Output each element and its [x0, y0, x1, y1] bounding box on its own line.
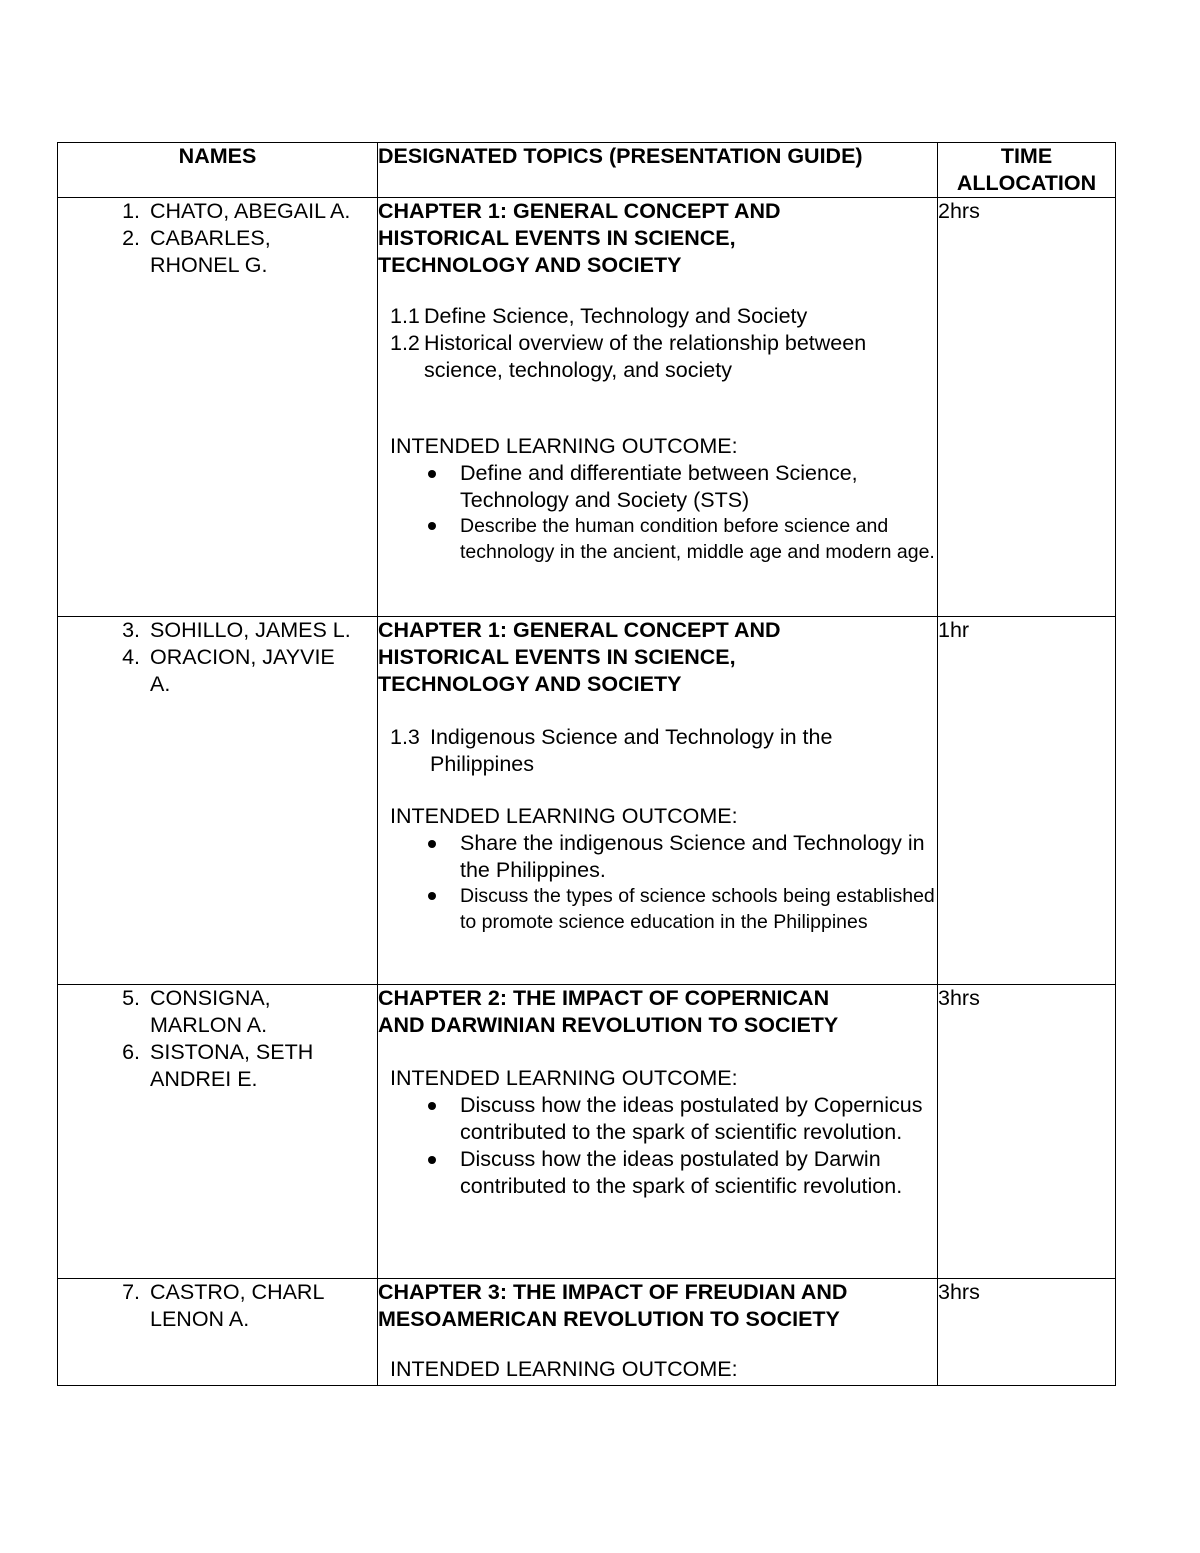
- bullet-icon: [426, 460, 460, 514]
- table-row: [58, 1279, 1116, 1386]
- chapter-title: CHAPTER 3: THE IMPACT OF FREUDIAN AND MESOAMERICAN REVOLUTION TO SOCIETY: [378, 1280, 848, 1331]
- subtopic-list: [378, 303, 937, 384]
- names-cell: [58, 1279, 378, 1386]
- chapter-title: CHAPTER 1: GENERAL CONCEPT AND HISTORICAL EVENTS IN SCIENCE, TECHNOLOGY AND SOCIETY: [378, 618, 781, 696]
- names-list: [58, 985, 377, 1093]
- topic-cell: [378, 617, 938, 985]
- list-item: 4. ORACION, JAYVIE A.: [122, 645, 335, 696]
- bullet-icon: [426, 830, 460, 884]
- bullet-icon: [426, 1092, 460, 1146]
- outcome-item: Discuss the types of science schools being established to promote science education in the Philippines: [426, 884, 937, 935]
- outcome-item: Discuss how the ideas postulated by Darwin contributed to the spark of scientific revolution.: [426, 1146, 937, 1200]
- outcome-item: Discuss how the ideas postulated by Copernicus contributed to the spark of scientific revolution.: [426, 1092, 937, 1146]
- outcome-list: [378, 1092, 937, 1200]
- header-time: [938, 143, 1116, 198]
- bullet-icon: [426, 1146, 460, 1200]
- bullet-icon: [426, 884, 460, 935]
- time-cell: 2hrs: [938, 198, 1116, 617]
- list-item: 3. SOHILLO, JAMES L.: [122, 618, 351, 642]
- header-topics: DESIGNATED TOPICS (PRESENTATION GUIDE): [378, 143, 938, 198]
- ilo-title: INTENDED LEARNING OUTCOME:: [390, 1357, 738, 1381]
- header-names: NAMES: [58, 143, 378, 198]
- ilo-title: INTENDED LEARNING OUTCOME:: [390, 1066, 738, 1090]
- list-item: 6. SISTONA, SETH ANDREI E.: [122, 1040, 314, 1091]
- names-list: [58, 198, 377, 279]
- names-list: [58, 1279, 377, 1333]
- time-cell: 3hrs: [938, 985, 1116, 1279]
- table-row: [58, 617, 1116, 985]
- presentation-guide-table: [57, 142, 1116, 1386]
- subtopic-item: 1.2 Historical overview of the relationship between science, technology, and society: [390, 331, 867, 382]
- bullet-icon: [426, 514, 460, 565]
- subtopic-item: 1.3 Indigenous Science and Technology in the Philippines: [390, 725, 833, 776]
- outcome-list: [378, 460, 937, 565]
- header-time-line1: TIME: [1000, 144, 1053, 168]
- topic-cell: [378, 198, 938, 617]
- table-row: [58, 198, 1116, 617]
- outcome-item: Share the indigenous Science and Technology in the Philippines.: [426, 830, 937, 884]
- subtopic-item: 1.1 Define Science, Technology and Society: [390, 304, 808, 328]
- header-time-line2: ALLOCATION: [956, 171, 1097, 195]
- names-cell: [58, 985, 378, 1279]
- header-row: [58, 143, 1116, 198]
- time-cell: 1hr: [938, 617, 1116, 985]
- subtopic-list: [378, 724, 937, 778]
- time-cell: 3hrs: [938, 1279, 1116, 1386]
- table-row: [58, 985, 1116, 1279]
- names-cell: [58, 617, 378, 985]
- list-item: 1. CHATO, ABEGAIL A.: [122, 199, 351, 223]
- outcome-item: Define and differentiate between Science, Technology and Society (STS): [426, 460, 937, 514]
- topic-cell: [378, 985, 938, 1279]
- ilo-title: INTENDED LEARNING OUTCOME:: [390, 434, 738, 458]
- names-list: [58, 617, 377, 698]
- chapter-title: CHAPTER 2: THE IMPACT OF COPERNICAN AND DARWINIAN REVOLUTION TO SOCIETY: [378, 986, 839, 1037]
- names-cell: [58, 198, 378, 617]
- outcome-list: [378, 830, 937, 935]
- list-item: 5. CONSIGNA, MARLON A.: [122, 986, 271, 1037]
- chapter-title: CHAPTER 1: GENERAL CONCEPT AND HISTORICAL EVENTS IN SCIENCE, TECHNOLOGY AND SOCIETY: [378, 199, 781, 277]
- list-item: 2. CABARLES, RHONEL G.: [122, 226, 271, 277]
- topic-cell: [378, 1279, 938, 1386]
- outcome-item: Describe the human condition before science and technology in the ancient, middle age and modern age.: [426, 514, 937, 565]
- ilo-title: INTENDED LEARNING OUTCOME:: [390, 804, 738, 828]
- list-item: 7. CASTRO, CHARL LENON A.: [122, 1280, 325, 1331]
